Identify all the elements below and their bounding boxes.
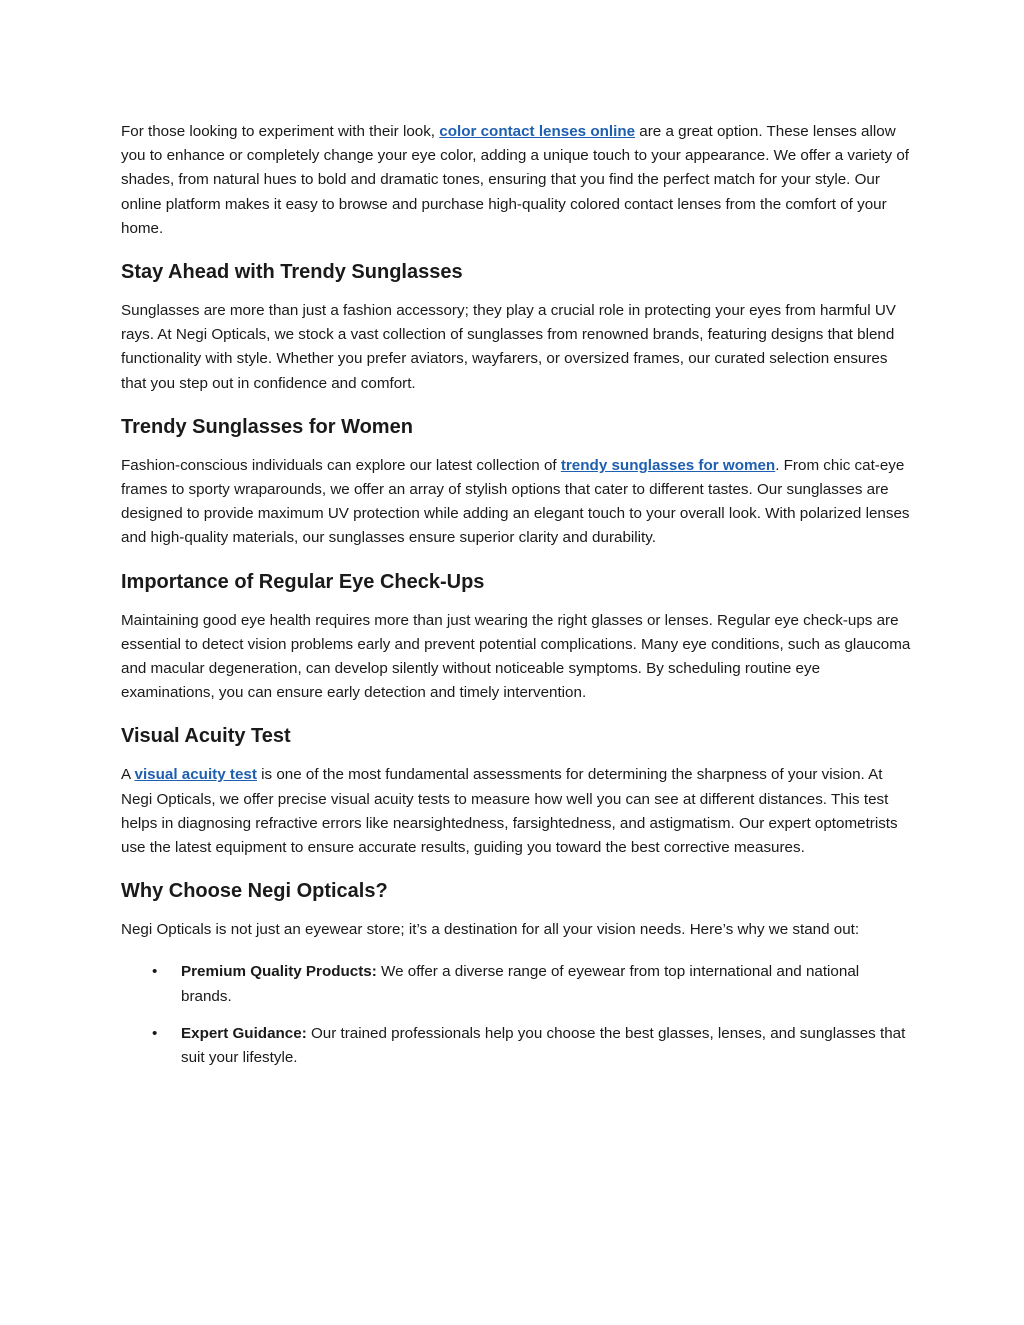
sunglasses-paragraph: Sunglasses are more than just a fashion accessory; they play a crucial role in protecting your eyes from harmful UV rays. At Negi Opticals, we stock a vast collection of sunglasses from renowned brands, featuring designs that blend functionality with style. Whether you prefer aviators, wayfarers, or oversized frames, our curated selection ensures that you step out in confidence and comfort. bbox=[121, 302, 896, 392]
visual-acuity-test-link[interactable]: visual acuity test bbox=[134, 766, 257, 784]
bullet-icon: • bbox=[152, 1024, 158, 1042]
heading-why-choose: Why Choose Negi Opticals? bbox=[121, 880, 388, 903]
document-content bbox=[121, 120, 911, 1083]
acuity-text-before: A bbox=[121, 766, 135, 784]
list-item bbox=[121, 1022, 911, 1070]
bullet-icon: • bbox=[152, 963, 158, 981]
intro-paragraph bbox=[121, 120, 911, 241]
why-choose-paragraph: Negi Opticals is not just an eyewear store; it’s a destination for all your vision needs. Here’s why we stand out: bbox=[121, 921, 860, 939]
color-contact-lenses-link[interactable]: color contact lenses online bbox=[439, 123, 636, 140]
heading-visual-acuity: Visual Acuity Test bbox=[121, 725, 291, 748]
trendy-sunglasses-women-link[interactable]: trendy sunglasses for women bbox=[560, 456, 776, 474]
intro-text-after: are a great option. These lenses allow you to enhance or completely change your eye color, adding a unique touch to your appearance. We offer a variety of shades, from natural hues to bold and dramatic tones, ensuring that you find the perfect match for your style. Our online platform makes it easy to browse and purchase high-quality colored contact lenses from the comfort of your home. bbox=[121, 123, 910, 237]
visual-acuity-paragraph bbox=[121, 763, 911, 860]
list-item-text: Our trained professionals help you choose the best glasses, lenses, and sunglasses that suit your lifestyle. bbox=[181, 1024, 906, 1067]
heading-trendy-sunglasses: Stay Ahead with Trendy Sunglasses bbox=[121, 261, 463, 284]
women-text-after: . From chic cat-eye frames to sporty wraparounds, we offer an array of stylish options that cater to different tastes. Our sunglasses are designed to provide maximum UV protection while adding an elegant touch to your overall look. With polarized lenses and high-quality materials, our sunglasses ensure superior clarity and durability. bbox=[121, 456, 910, 547]
list-item-text: We offer a diverse range of eyewear from top international and national brands. bbox=[181, 963, 860, 1005]
eye-checkups-paragraph: Maintaining good eye health requires more than just wearing the right glasses or lenses. Regular eye check-ups are essential to detect vision problems early and prevent potential complications. Many eye conditions, such as glaucoma and macular degeneration, can develop silently without noticeable symptoms. By scheduling routine eye examinations, you can ensure early detection and timely intervention. bbox=[121, 611, 911, 702]
heading-eye-checkups: Importance of Regular Eye Check-Ups bbox=[121, 570, 485, 593]
women-sunglasses-paragraph bbox=[121, 454, 911, 551]
list-item-lead: Expert Guidance: bbox=[181, 1024, 307, 1042]
heading-sunglasses-women: Trendy Sunglasses for Women bbox=[121, 415, 413, 438]
list-item bbox=[121, 960, 911, 1008]
list-item-lead: Premium Quality Products: bbox=[181, 963, 377, 981]
intro-text-before: For those looking to experiment with their look, bbox=[121, 123, 440, 140]
women-text-before: Fashion-conscious individuals can explore our latest collection of bbox=[121, 456, 561, 474]
acuity-text-after: is one of the most fundamental assessments for determining the sharpness of your vision. At Negi Opticals, we offer precise visual acuity tests to measure how well you can see at different distances. This test helps in diagnosing refractive errors like nearsightedness, farsightedness, and astigmatism. Our expert optometrists use the latest equipment to ensure accurate results, guiding you toward the best corrective measures. bbox=[121, 766, 898, 857]
benefits-list bbox=[121, 960, 911, 1070]
